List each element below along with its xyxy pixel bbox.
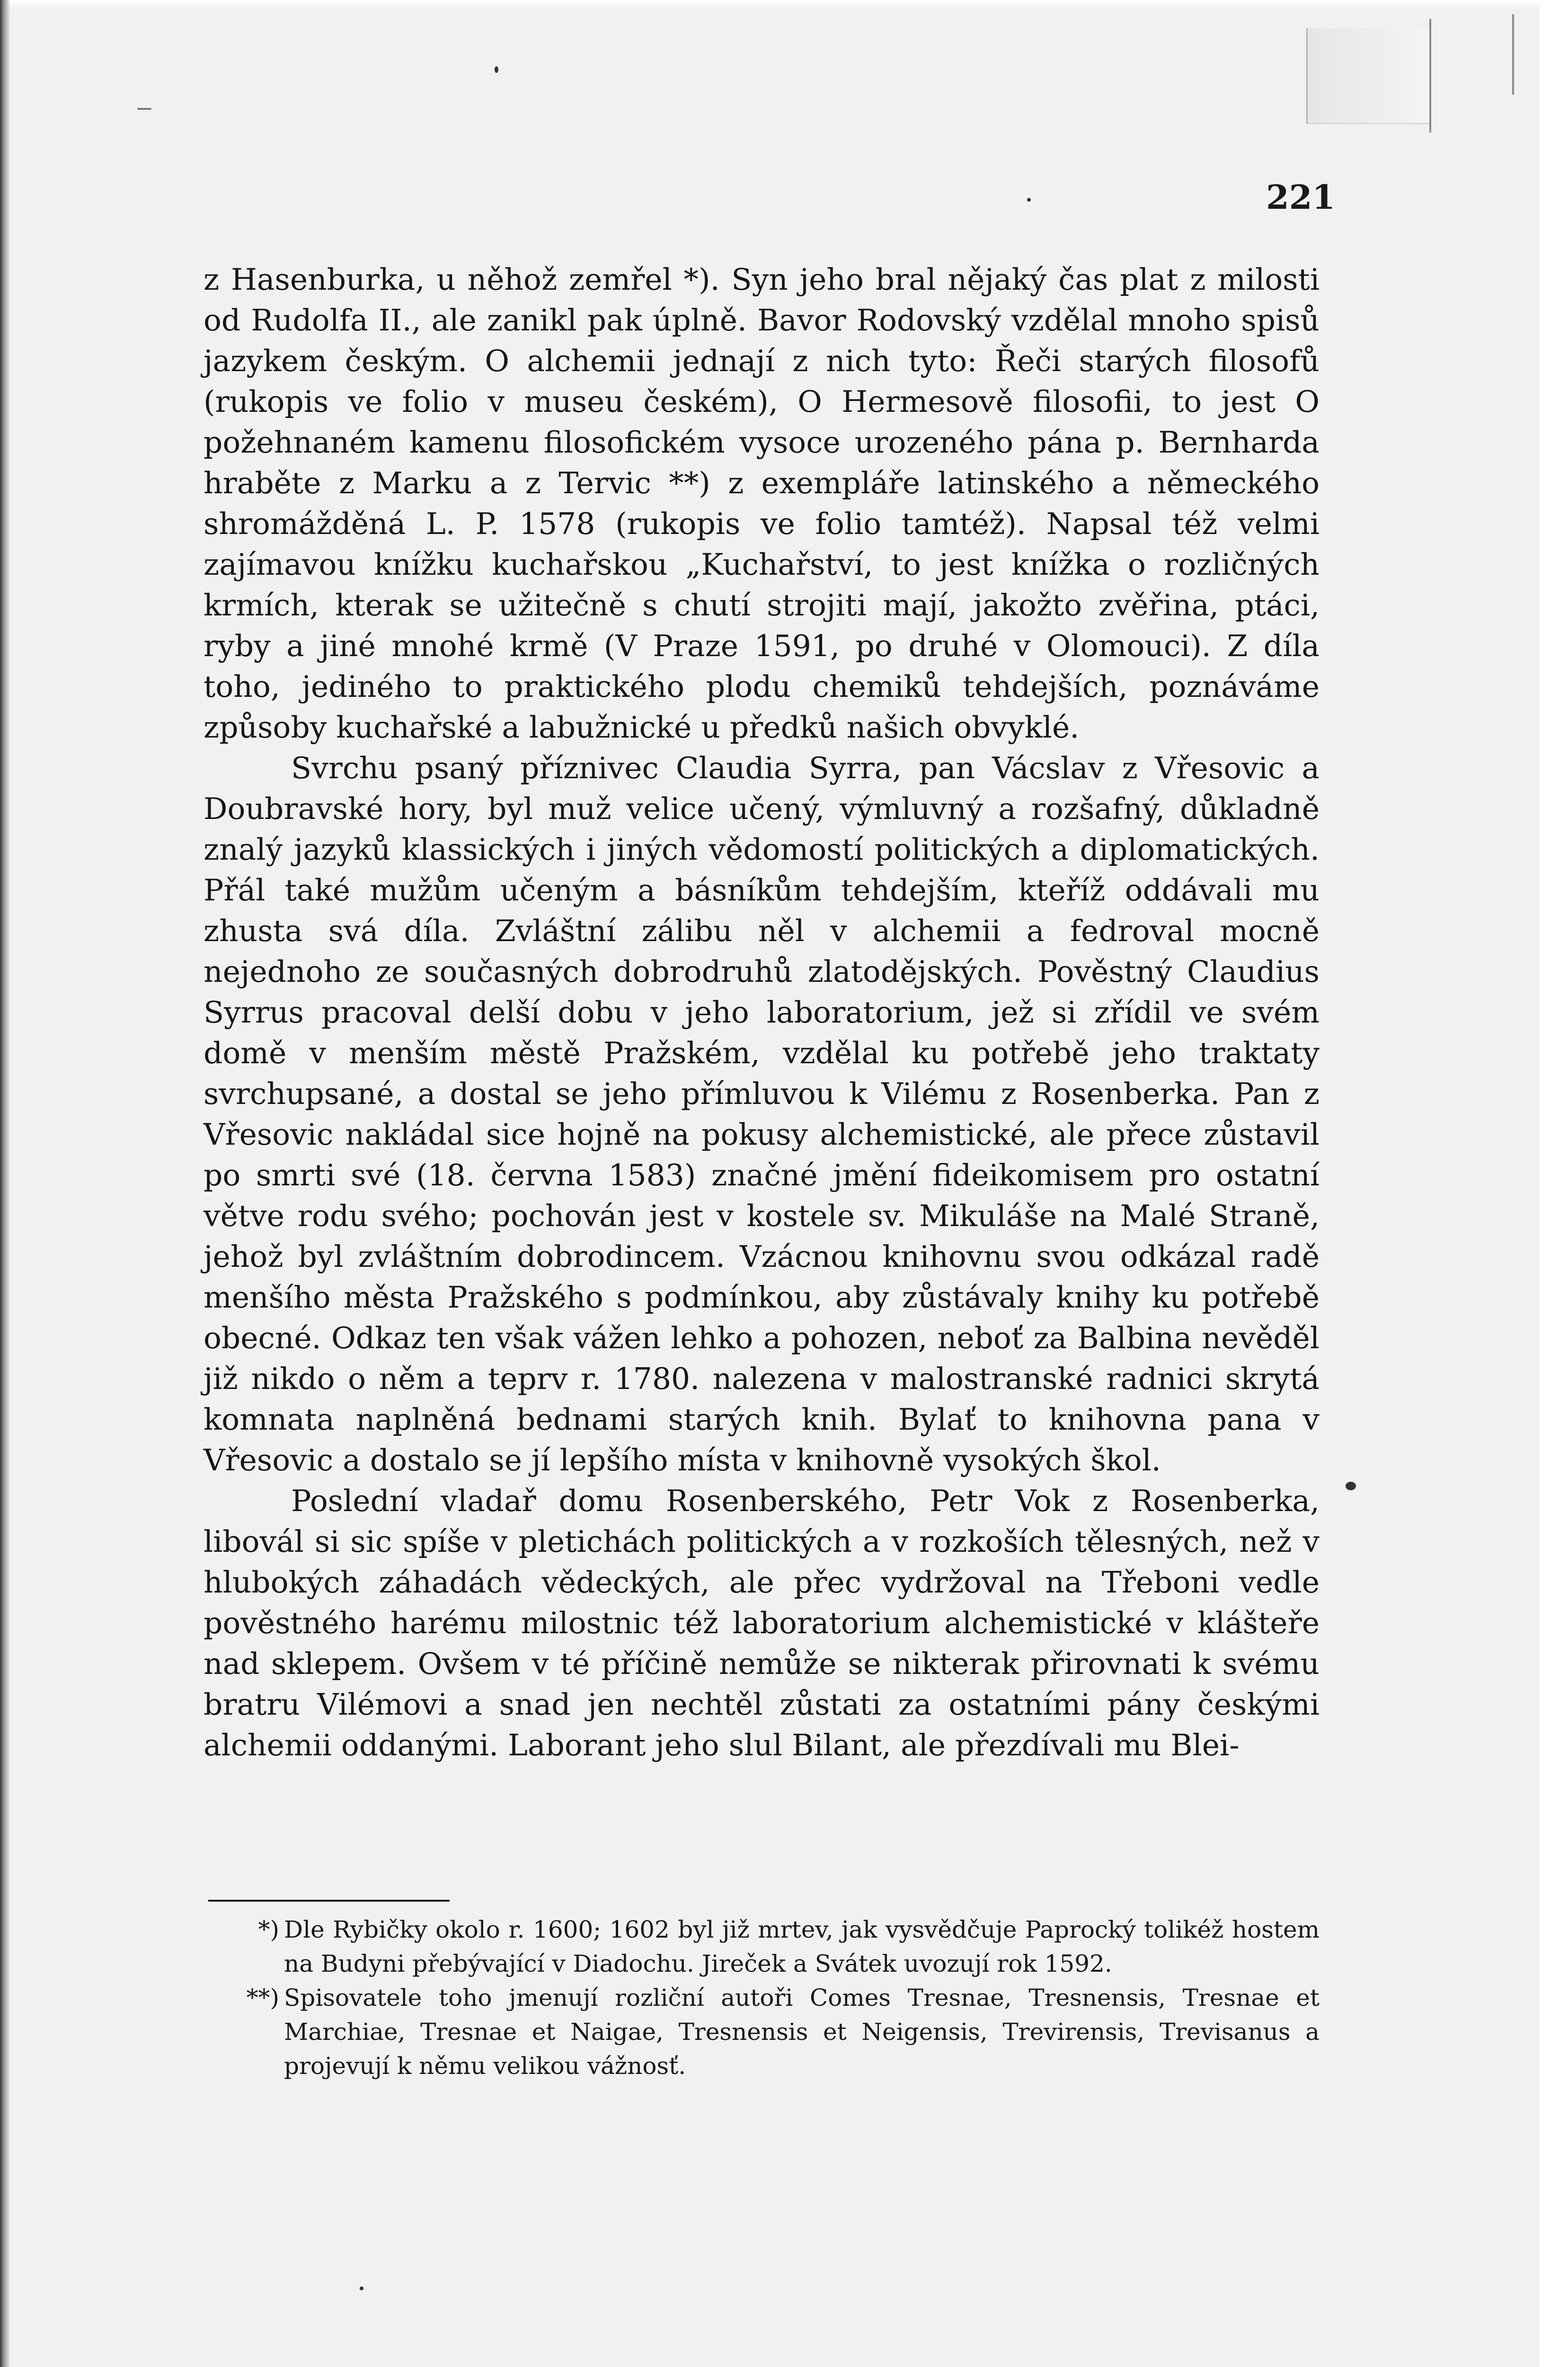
ink-speck xyxy=(360,2287,363,2290)
ink-speck xyxy=(137,108,151,110)
footnote-text: Spisovatele toho jmenují rozliční autoři Comes Tresnae, Tresnensis, Tresnae et Marchiae, Tresnae et Naigae, Tresnensis et Neigensis, Trevirensis, Trevisanus a projevují k němu velikou vážnosť. xyxy=(284,1984,1320,2080)
footnote-divider xyxy=(208,1900,450,1902)
footnote xyxy=(204,1981,1320,2083)
footnote-text: Dle Rybičky okolo r. 1600; 1602 byl již mrtev, jak vysvědčuje Paprocký tolikéž hostem na Budyni přebývající v Diadochu. Jireček a Svátek uvozují rok 1592. xyxy=(284,1916,1320,1977)
page-number: 221 xyxy=(1266,178,1336,217)
footnote-mark: *) xyxy=(258,1916,279,1943)
scan-line-artifact xyxy=(1429,19,1431,133)
body-text xyxy=(204,259,1320,1766)
scan-edge-top xyxy=(0,0,1568,9)
scan-edge-left xyxy=(0,0,10,2367)
ink-speck xyxy=(1027,198,1031,202)
paragraph: Poslední vladař domu Rosenberského, Petr Vok z Rosenberka, libovál si sic spíše v pletichách politických a v rozkoších tělesných, než v hlubokých záhadách vědeckých, ale přec vydržoval na Třeboni vedle pověstného harému milostnic též laboratorium alchemistické v klášteře nad sklepem. Ovšem v té příčině nemůže se nikterak přirovnati k svému bratru Vilémovi a snad jen nechtěl zůstati za ostatními pány českými alchemii oddanými. Laborant jeho slul Bilant, ale přezdívali mu Blei- xyxy=(204,1484,1320,1762)
scan-corner-artifact xyxy=(1306,28,1431,124)
paragraph: Svrchu psaný příznivec Claudia Syrra, pan Vácslav z Vřesovic a Doubravské hory, byl muž velice učený, výmluvný a rozšafný, důkladně znalý jazyků klassických i jiných vědomostí politických a diplomatických. Přál také mužům učeným a básníkům tehdejším, kteříž oddávali mu zhusta svá díla. Zvláštní zálibu něl v alchemii a fedroval mocně nejednoho ze současných dobrodruhů zlatodějských. Pověstný Claudius Syrrus pracoval delší dobu v jeho laboratorium, jež si zřídil ve svém domě v menším městě Pražském, vzdělal ku potřebě jeho traktaty svrchupsané, a dostal se jeho přímluvou k Vilému z Rosenberka. Pan z Vřesovic nakládal sice hojně na pokusy alchemistické, ale přece zůstavil po smrti své (18. června 1583) značné jmění fideikomisem pro ostatní větve rodu svého; pochován jest v kostele sv. Mikuláše na Malé Straně, jehož byl zvláštním dobrodincem. Vzácnou knihovnu svou odkázal radě menšího města Pražského s podmínkou, aby zůstávaly knihy ku potřebě obecné. Odkaz ten však vážen lehko a pohozen, neboť za Balbina nevěděl již nikdo o něm a teprv r. 1780. nalezena v malostranské radnici skrytá komnata naplněná bednami starých knih. Bylať to knihovna pana v Vřesovic a dostalo se jí lepšího místa v knihovně vysokých škol. xyxy=(204,751,1320,1477)
footnotes xyxy=(204,1913,1320,2083)
ink-speck xyxy=(1346,1482,1356,1490)
ink-speck xyxy=(495,66,498,73)
footnote-mark: **) xyxy=(246,1984,279,2011)
paragraph: z Hasenburka, u něhož zemřel *). Syn jeho bral nějaký čas plat z milosti od Rudolfa II., ale zanikl pak úplně. Bavor Rodovský vzdělal mnoho spisů jazykem českým. O alchemii jednají z nich tyto: Řeči starých filosofů (rukopis ve folio v museu českém), O Hermesově filosofii, to jest O požehnaném kamenu filosofickém vysoce urozeného pána p. Bernharda hraběte z Marku a z Tervic **) z exempláře latinského a německého shromážděná L. P. 1578 (rukopis ve folio tamtéž). Napsal též velmi zajímavou knížku kuchařskou „Kuchařství, to jest knížka o rozličných krmích, kterak se užitečně s chutí strojiti mají, jakožto zvěřina, ptáci, ryby a jiné mnohé krmě (V Praze 1591, po druhé v Olomouci). Z díla toho, jediného to praktického plodu chemiků tehdejších, poznáváme způsoby kuchařské a labužnické u předků našich obvyklé. xyxy=(204,262,1320,745)
scan-line-artifact xyxy=(1512,14,1514,95)
footnote xyxy=(204,1913,1320,1981)
scan-edge-right xyxy=(1540,0,1568,2367)
